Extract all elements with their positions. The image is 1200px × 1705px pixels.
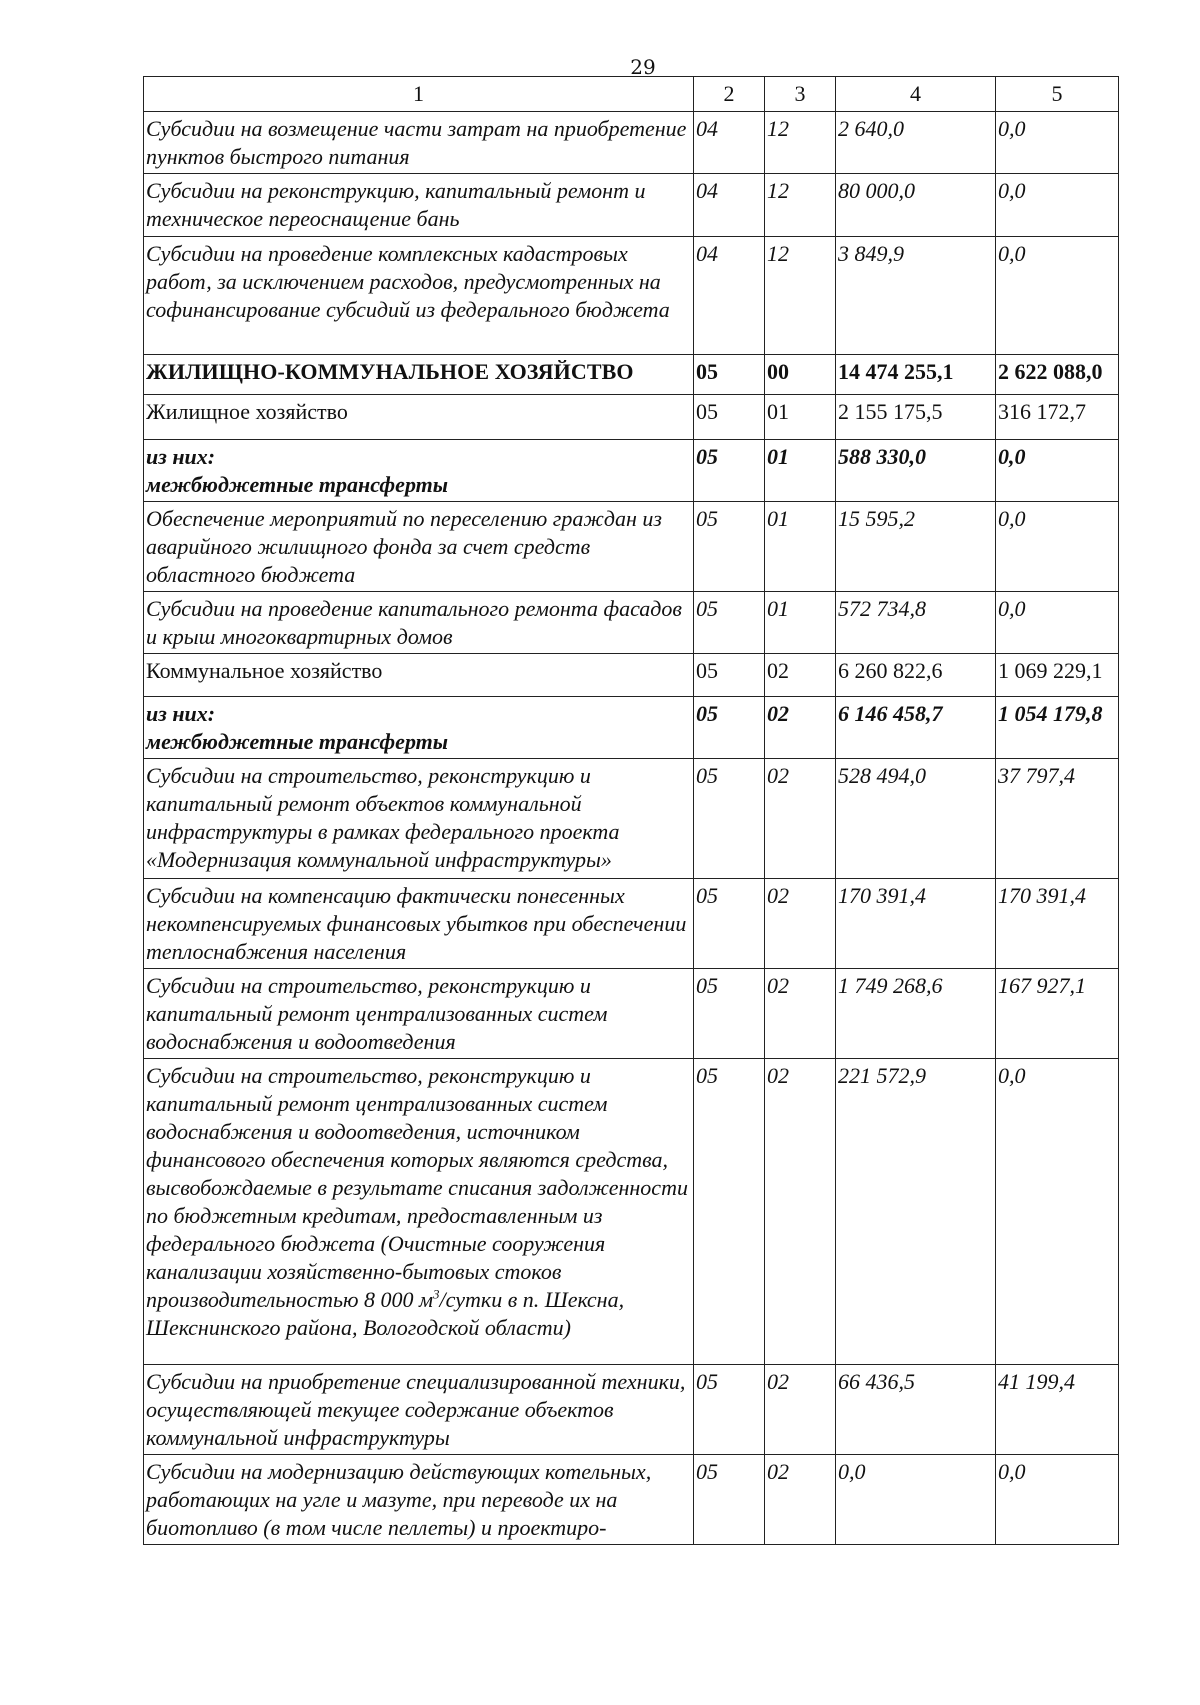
row-section: 04	[694, 112, 765, 174]
row-name-line2: межбюджетные трансферты	[146, 729, 449, 754]
row-subsection: 02	[765, 654, 836, 697]
row-section: 05	[694, 502, 765, 592]
row-name	[144, 1059, 694, 1365]
row-transfers: 316 172,7	[996, 395, 1119, 440]
row-section: 05	[694, 879, 765, 969]
row-amount: 3 849,9	[836, 237, 996, 355]
col-header-3: 3	[765, 77, 836, 112]
row-name-text: Субсидии на строительство, реконструкцию и капитальный ремонт централизованных систем водоснабжения и водоотведения, источником финансового обеспечения которых являются средства, высвобождаемые в результате списания задолженности по бюджетным кредитам, предоставленным из федерального бюджета (Очистные сооружения канализации хозяйственно-бытовых стоков производительностью 8 000 м	[146, 1063, 688, 1312]
row-section: 05	[694, 1455, 765, 1545]
row-amount: 2 155 175,5	[836, 395, 996, 440]
row-section: 05	[694, 440, 765, 502]
col-header-1: 1	[144, 77, 694, 112]
row-name-line1: из них:	[146, 701, 216, 726]
row-subsection: 01	[765, 502, 836, 592]
row-name: Обеспечение мероприятий по переселению граждан из аварийного жилищного фонда за счет средств областного бюджета	[144, 502, 694, 592]
row-amount: 572 734,8	[836, 592, 996, 654]
row-transfers: 1 054 179,8	[996, 697, 1119, 759]
table-row	[144, 355, 1119, 395]
col-header-4: 4	[836, 77, 996, 112]
row-name: Субсидии на проведение комплексных кадастровых работ, за исключением расходов, предусмотренных на софинансирование субсидий из федерального бюджета	[144, 237, 694, 355]
row-section: 05	[694, 697, 765, 759]
row-name: Субсидии на реконструкцию, капитальный ремонт и техническое переоснащение бань	[144, 174, 694, 237]
row-section: 05	[694, 759, 765, 879]
row-amount: 6 260 822,6	[836, 654, 996, 697]
row-amount: 6 146 458,7	[836, 697, 996, 759]
table-row	[144, 395, 1119, 440]
table-row	[144, 1455, 1119, 1545]
row-name	[144, 697, 694, 759]
header-row	[144, 77, 1119, 112]
row-section: 05	[694, 1059, 765, 1365]
row-section: 05	[694, 1365, 765, 1455]
row-section: 05	[694, 969, 765, 1059]
row-name-line1: из них:	[146, 444, 216, 469]
row-amount: 80 000,0	[836, 174, 996, 237]
table-row	[144, 697, 1119, 759]
row-transfers: 0,0	[996, 174, 1119, 237]
row-subsection: 02	[765, 697, 836, 759]
table-row	[144, 502, 1119, 592]
row-subsection: 12	[765, 112, 836, 174]
row-name: Субсидии на модернизацию действующих котельных, работающих на угле и мазуте, при переводе их на биотопливо (в том числе пеллеты) и проектиро-	[144, 1455, 694, 1545]
row-amount: 528 494,0	[836, 759, 996, 879]
table-row	[144, 1365, 1119, 1455]
row-subsection: 02	[765, 759, 836, 879]
row-name: Субсидии на компенсацию фактически понесенных некомпенсируемых финансовых убытков при обеспечении теплоснабжения населения	[144, 879, 694, 969]
row-subsection: 00	[765, 355, 836, 395]
row-transfers: 0,0	[996, 1059, 1119, 1365]
row-subsection: 12	[765, 174, 836, 237]
col-header-5: 5	[996, 77, 1119, 112]
row-transfers: 0,0	[996, 440, 1119, 502]
row-amount: 170 391,4	[836, 879, 996, 969]
row-name: Субсидии на проведение капитального ремонта фасадов и крыш многоквартирных домов	[144, 592, 694, 654]
table-row	[144, 969, 1119, 1059]
row-name: ЖИЛИЩНО-КОММУНАЛЬНОЕ ХОЗЯЙСТВО	[144, 355, 694, 395]
row-subsection: 02	[765, 879, 836, 969]
row-transfers: 0,0	[996, 502, 1119, 592]
row-name	[144, 440, 694, 502]
row-transfers: 2 622 088,0	[996, 355, 1119, 395]
table-row	[144, 440, 1119, 502]
row-section: 04	[694, 174, 765, 237]
table-row	[144, 879, 1119, 969]
row-subsection: 02	[765, 1059, 836, 1365]
budget-table	[143, 76, 1119, 1545]
row-transfers: 0,0	[996, 1455, 1119, 1545]
page-number: 29	[630, 55, 656, 79]
row-subsection: 02	[765, 1365, 836, 1455]
row-transfers: 37 797,4	[996, 759, 1119, 879]
row-transfers: 41 199,4	[996, 1365, 1119, 1455]
row-subsection: 01	[765, 440, 836, 502]
row-amount: 221 572,9	[836, 1059, 996, 1365]
row-subsection: 02	[765, 969, 836, 1059]
row-transfers: 0,0	[996, 237, 1119, 355]
table-row	[144, 1059, 1119, 1365]
row-transfers: 170 391,4	[996, 879, 1119, 969]
table-row	[144, 654, 1119, 697]
row-name-line2: межбюджетные трансферты	[146, 472, 449, 497]
row-section: 05	[694, 592, 765, 654]
table-row	[144, 759, 1119, 879]
table-row	[144, 174, 1119, 237]
row-transfers: 0,0	[996, 592, 1119, 654]
row-subsection: 02	[765, 1455, 836, 1545]
table-row	[144, 592, 1119, 654]
row-transfers: 167 927,1	[996, 969, 1119, 1059]
row-transfers: 1 069 229,1	[996, 654, 1119, 697]
row-section: 05	[694, 654, 765, 697]
row-subsection: 12	[765, 237, 836, 355]
row-amount: 15 595,2	[836, 502, 996, 592]
row-subsection: 01	[765, 395, 836, 440]
table-row	[144, 237, 1119, 355]
row-name: Жилищное хозяйство	[144, 395, 694, 440]
row-amount: 0,0	[836, 1455, 996, 1545]
row-amount: 2 640,0	[836, 112, 996, 174]
row-transfers: 0,0	[996, 112, 1119, 174]
row-amount: 66 436,5	[836, 1365, 996, 1455]
row-amount: 588 330,0	[836, 440, 996, 502]
row-subsection: 01	[765, 592, 836, 654]
row-section: 04	[694, 237, 765, 355]
row-amount: 1 749 268,6	[836, 969, 996, 1059]
row-section: 05	[694, 355, 765, 395]
row-name-superscript: 3	[433, 1286, 440, 1302]
row-name-text-end: /сутки в п. Шексна, Шекснинского района, Вологодской области)	[146, 1287, 625, 1340]
table-row	[144, 112, 1119, 174]
row-name: Субсидии на приобретение специализированной техники, осуществляющей текущее содержание объектов коммунальной инфраструктуры	[144, 1365, 694, 1455]
row-amount: 14 474 255,1	[836, 355, 996, 395]
row-name: Субсидии на строительство, реконструкцию и капитальный ремонт объектов коммунальной инфраструктуры в рамках федерального проекта «Модернизация коммунальной инфраструктуры»	[144, 759, 694, 879]
row-section: 05	[694, 395, 765, 440]
row-name: Субсидии на возмещение части затрат на приобретение пунктов быстрого питания	[144, 112, 694, 174]
row-name: Коммунальное хозяйство	[144, 654, 694, 697]
row-name: Субсидии на строительство, реконструкцию и капитальный ремонт централизованных систем водоснабжения и водоотведения	[144, 969, 694, 1059]
col-header-2: 2	[694, 77, 765, 112]
